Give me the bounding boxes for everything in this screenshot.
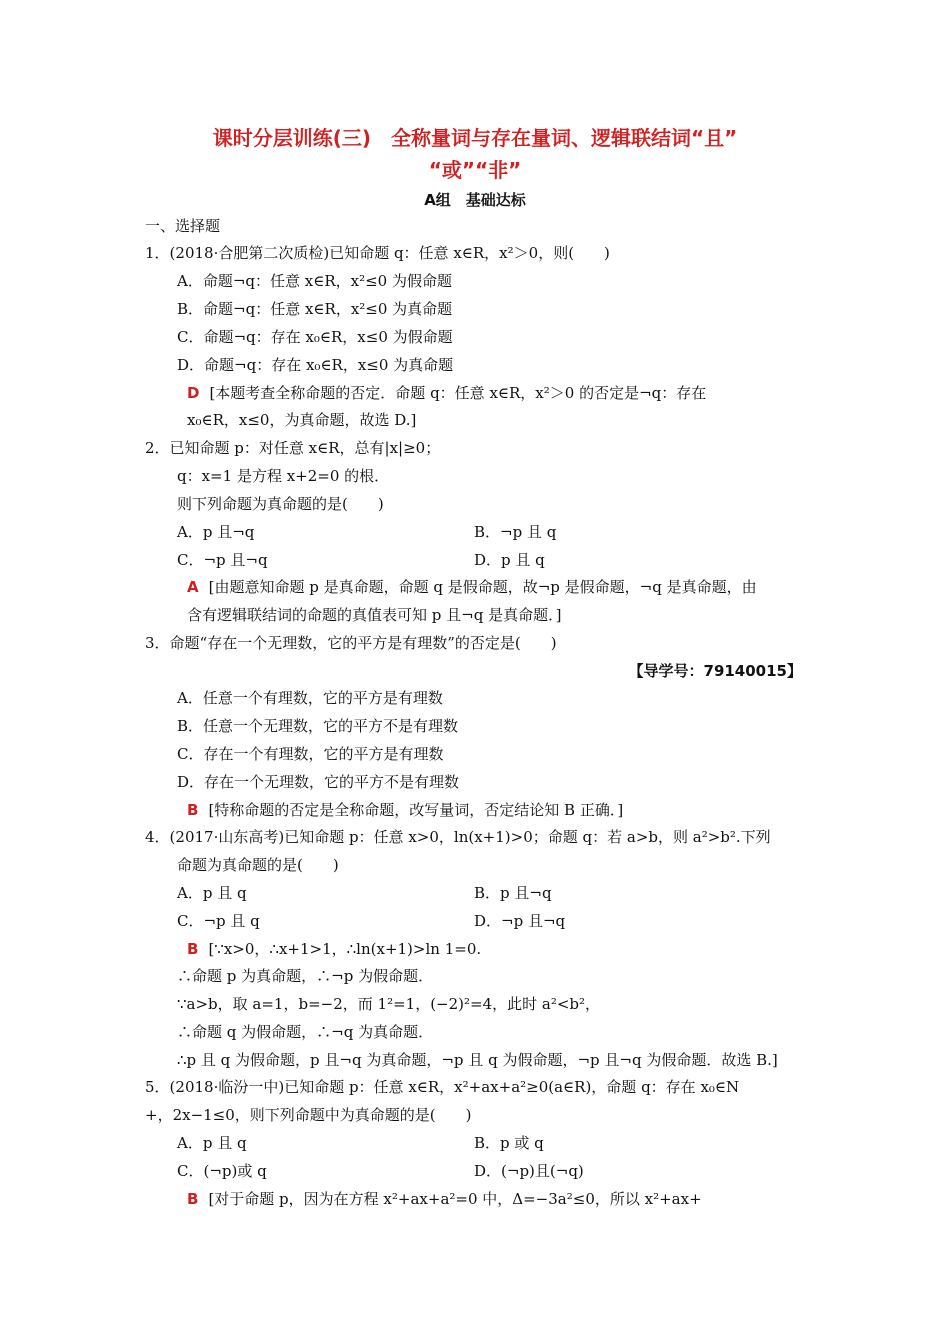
q2-solution-line-2: 含有逻辑联结词的命题的真值表可知 p 且¬q 是真命题．] bbox=[187, 606, 562, 624]
q4-solution-line-1 bbox=[187, 939, 481, 959]
q2-option-b: B．¬p 且 q bbox=[474, 523, 557, 541]
q3-answer: B bbox=[187, 801, 199, 819]
q2-option-d: D．p 且 q bbox=[474, 551, 545, 569]
page-title-line-2: “或”“非” bbox=[428, 158, 522, 182]
q1-solution-text-1: [本题考查全称命题的否定．命题 q：任意 x∈R，x²＞0 的否定是¬q：存在 bbox=[209, 384, 707, 402]
q5-stem-line-2: +，2x−1≤0，则下列命题中为真命题的是( ) bbox=[145, 1106, 472, 1124]
q3-reference-number: 【导学号：79140015】 bbox=[628, 662, 802, 680]
q1-option-b: B．命题¬q：任意 x∈R，x²≤0 为真命题 bbox=[177, 300, 453, 318]
group-heading: A组 基础达标 bbox=[424, 191, 526, 209]
q1-answer: D bbox=[187, 384, 200, 402]
q5-option-b: B．p 或 q bbox=[474, 1134, 544, 1152]
q5-solution-text-1: [对于命题 p，因为在方程 x²+ax+a²=0 中，Δ=−3a²≤0，所以 x²+ax+ bbox=[208, 1190, 702, 1208]
q5-solution-line-1 bbox=[187, 1189, 702, 1209]
q2-solution-text-1: [由题意知命题 p 是真命题，命题 q 是假命题，故¬p 是假命题，¬q 是真命题，由 bbox=[208, 578, 757, 596]
q4-solution-line-3: ∵a>b，取 a=1，b=−2，而 1²=1，(−2)²=4，此时 a²<b²， bbox=[177, 995, 601, 1013]
q4-stem-line-1: 4．(2017·山东高考)已知命题 p：任意 x>0，ln(x+1)>0；命题 q：若 a>b，则 a²>b².下列 bbox=[145, 828, 771, 846]
q4-option-b: B．p 且¬q bbox=[474, 884, 552, 902]
q1-solution-line-1 bbox=[187, 383, 706, 403]
q4-option-d: D．¬p 且¬q bbox=[474, 912, 566, 930]
q4-solution-line-5: ∴p 且 q 为假命题，p 且¬q 为真命题，¬p 且 q 为假命题，¬p 且¬q 为假命题．故选 B.] bbox=[177, 1051, 778, 1069]
q4-stem-line-2: 命题为真命题的是( ) bbox=[177, 856, 339, 874]
q2-stem-line-1: 2．已知命题 p：对任意 x∈R，总有|x|≥0； bbox=[145, 439, 441, 457]
q4-option-a: A．p 且 q bbox=[177, 884, 247, 902]
section-heading: 一、选择题 bbox=[145, 217, 221, 235]
q4-solution-text-1: [∵x>0，∴x+1>1，∴ln(x+1)>ln 1=0. bbox=[208, 940, 482, 958]
q1-option-a: A．命题¬q：任意 x∈R，x²≤0 为假命题 bbox=[177, 272, 452, 290]
q4-solution-line-2: ∴命题 p 为真命题，∴¬p 为假命题． bbox=[177, 967, 434, 985]
q5-option-c: C．(¬p)或 q bbox=[177, 1162, 267, 1180]
q2-answer: A bbox=[187, 578, 199, 596]
q3-option-c: C．存在一个有理数，它的平方是有理数 bbox=[177, 745, 444, 763]
q1-option-d: D．命题¬q：存在 x₀∈R，x≤0 为真命题 bbox=[177, 356, 454, 374]
q5-option-d: D．(¬p)且(¬q) bbox=[474, 1162, 584, 1180]
q3-solution-text-1: [特称命题的否定是全称命题，改写量词，否定结论知 B 正确．] bbox=[208, 801, 624, 819]
q2-stem-line-3: 则下列命题为真命题的是( ) bbox=[177, 495, 384, 513]
q3-option-b: B．任意一个无理数，它的平方不是有理数 bbox=[177, 717, 459, 735]
q2-option-c: C．¬p 且¬q bbox=[177, 551, 268, 569]
q3-solution-line-1 bbox=[187, 800, 623, 820]
q4-solution-line-4: ∴命题 q 为假命题，∴¬q 为真命题． bbox=[177, 1023, 434, 1041]
q4-option-c: C．¬p 且 q bbox=[177, 912, 260, 930]
q5-answer: B bbox=[187, 1190, 199, 1208]
q3-option-a: A．任意一个有理数，它的平方是有理数 bbox=[177, 689, 443, 707]
q2-solution-line-1 bbox=[187, 577, 757, 597]
q3-stem: 3．命题“存在一个无理数，它的平方是有理数”的否定是( ) bbox=[145, 634, 557, 652]
q5-stem-line-1: 5．(2018·临汾一中)已知命题 p：任意 x∈R，x²+ax+a²≥0(a∈R)，命题 q：存在 x₀∈N bbox=[145, 1078, 740, 1096]
q1-option-c: C．命题¬q：存在 x₀∈R，x≤0 为假命题 bbox=[177, 328, 453, 346]
q2-option-a: A．p 且¬q bbox=[177, 523, 255, 541]
q2-stem-line-2: q：x=1 是方程 x+2=0 的根． bbox=[177, 467, 390, 485]
q1-stem: 1．(2018·合肥第二次质检)已知命题 q：任意 x∈R，x²＞0，则( ) bbox=[145, 244, 610, 262]
q1-solution-line-2: x₀∈R，x≤0，为真命题，故选 D.] bbox=[187, 411, 417, 429]
q5-option-a: A．p 且 q bbox=[177, 1134, 247, 1152]
q3-option-d: D．存在一个无理数，它的平方不是有理数 bbox=[177, 773, 460, 791]
page-title-line-1: 课时分层训练(三) 全称量词与存在量词、逻辑联结词“且” bbox=[212, 126, 738, 150]
q4-answer: B bbox=[187, 940, 199, 958]
